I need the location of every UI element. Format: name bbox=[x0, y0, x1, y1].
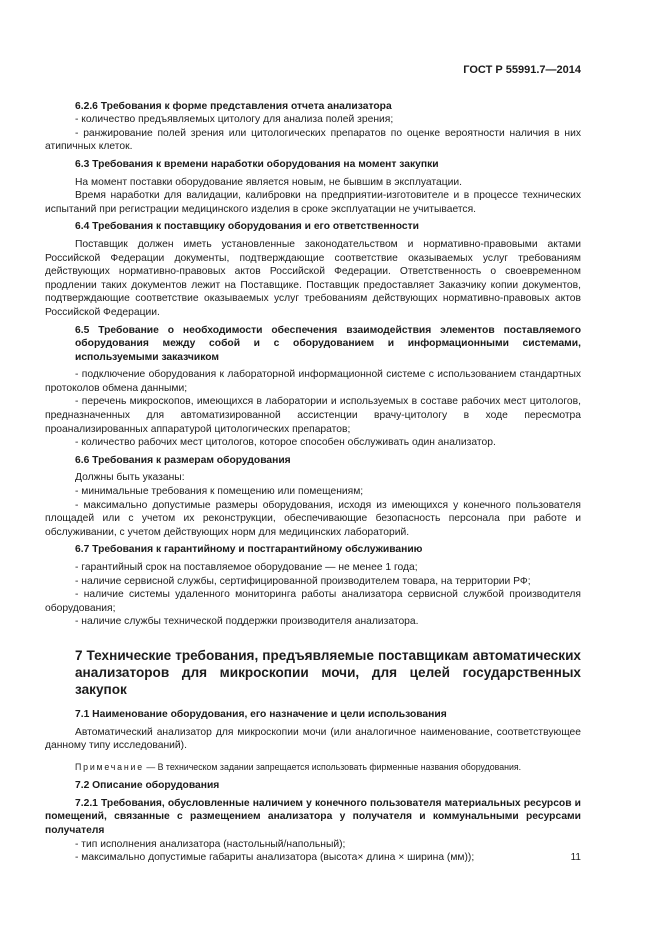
paragraph: Автоматический анализатор для микроскопии мочи (или аналогичное наименование, соответствующее данному типу исследований). bbox=[45, 726, 581, 752]
list-item: - количество рабочих мест цитологов, которое способен обслуживать один анализатор. bbox=[75, 437, 496, 449]
list-item: - максимально допустимые размеры оборудования, исходя из имеющихся у конечного пользователя площадей или с учетом их реконструкции, обеспечивающие безопасность персонала при работе и обслуживании, с учетом действующих норм для медицинских лабораторий. bbox=[45, 499, 581, 538]
section-6-2-6-heading: 6.2.6 Требования к форме представления отчета анализатора bbox=[75, 100, 392, 112]
note bbox=[45, 761, 581, 774]
section-6-7-heading: 6.7 Требования к гарантийному и постгарантийному обслуживанию bbox=[75, 544, 423, 556]
list-item: - наличие службы технической поддержки производителя анализатора. bbox=[75, 616, 419, 628]
section-7-2-1-heading: 7.2.1 Требования, обусловленные наличием у конечного пользователя материальных ресурсов и помещений, связанные с размещением анализатора у получателя и коммунальными ресурсами получателя bbox=[45, 797, 581, 837]
paragraph: Должны быть указаны: bbox=[75, 472, 185, 484]
page-number: 11 bbox=[570, 852, 581, 863]
list-item: - количество предъявляемых цитологу для анализа полей зрения; bbox=[75, 114, 394, 126]
list-item: - подключение оборудования к лабораторной информационной системе с использованием стандартных протоколов обмена данными; bbox=[45, 369, 581, 394]
paragraph: Время наработки для валидации, калибровки на предприятии-изготовителе и в процессе технических испытаний при регистрации медицинского изделия в сроке эксплуатации не учитывается. bbox=[45, 190, 581, 215]
list-item: - ранжирование полей зрения или цитологических препаратов по оценке вероятности наличия в них атипичных клеток. bbox=[45, 127, 581, 153]
paragraph: Поставщик должен иметь установленные законодательством и нормативно-правовыми актами Российской Федерации документы, подтверждающие соответствие оказываемых услуг требованиям действующих нормативно-правовых актов Российской Федерации. Ответственность о своевременном продлении таких документов лежит на Поставщике. Поставщик предоставляет Заказчику копии документов, подтверждающие соответствие оказываемых услуг требованиям действующих нормативно-правовых актов Российской Федерации. bbox=[45, 238, 581, 318]
note-label: Примечание bbox=[75, 761, 144, 772]
list-item: - наличие сервисной службы, сертифицированной производителем товара, на территории РФ; bbox=[75, 575, 531, 587]
section-7-1-heading: 7.1 Наименование оборудования, его назначение и цели использования bbox=[75, 708, 447, 720]
section-6-4-heading: 6.4 Требования к поставщику оборудования и его ответственности bbox=[75, 221, 420, 233]
list-item: - максимально допустимые габариты анализатора (высота× длина × ширина (мм)); bbox=[75, 852, 475, 864]
paragraph: На момент поставки оборудование является новым, не бывшим в эксплуатации. bbox=[75, 176, 462, 188]
list-item: - минимальные требования к помещению или помещениям; bbox=[75, 486, 364, 498]
list-item: - тип исполнения анализатора (настольный/напольный); bbox=[75, 838, 346, 850]
list-item: - наличие системы удаленного мониторинга работы анализатора сервисной службой производителя оборудования; bbox=[45, 589, 581, 614]
section-6-6-heading: 6.6 Требования к размерам оборудования bbox=[75, 454, 291, 466]
standard-header: ГОСТ Р 55991.7—2014 bbox=[463, 64, 581, 76]
section-7-heading: 7 Технические требования, предъявляемые поставщикам автоматических анализаторов для микроскопии мочи, для целей государственных закупок bbox=[75, 647, 581, 697]
section-6-5-heading: 6.5 Требование о необходимости обеспечения взаимодействия элементов поставляемого оборудования между собой и с оборудованием и информационными системами, используемыми заказчиком bbox=[75, 324, 581, 363]
note-text: — В техническом задании запрещается использовать фирменные названия оборудования. bbox=[143, 761, 522, 772]
list-item: - гарантийный срок на поставляемое оборудование — не менее 1 года; bbox=[75, 562, 418, 573]
section-6-3-heading: 6.3 Требования к времени наработки оборудования на момент закупки bbox=[75, 158, 439, 170]
section-7-2-heading: 7.2 Описание оборудования bbox=[75, 780, 220, 792]
list-item: - перечень микроскопов, имеющихся в лаборатории и используемых в составе рабочих мест цитологов, предназначенных для автоматизированной ассистенции врачу-цитологу в ходе пересмотра проанализированных аппаратурой цитологических препаратов; bbox=[45, 396, 581, 435]
